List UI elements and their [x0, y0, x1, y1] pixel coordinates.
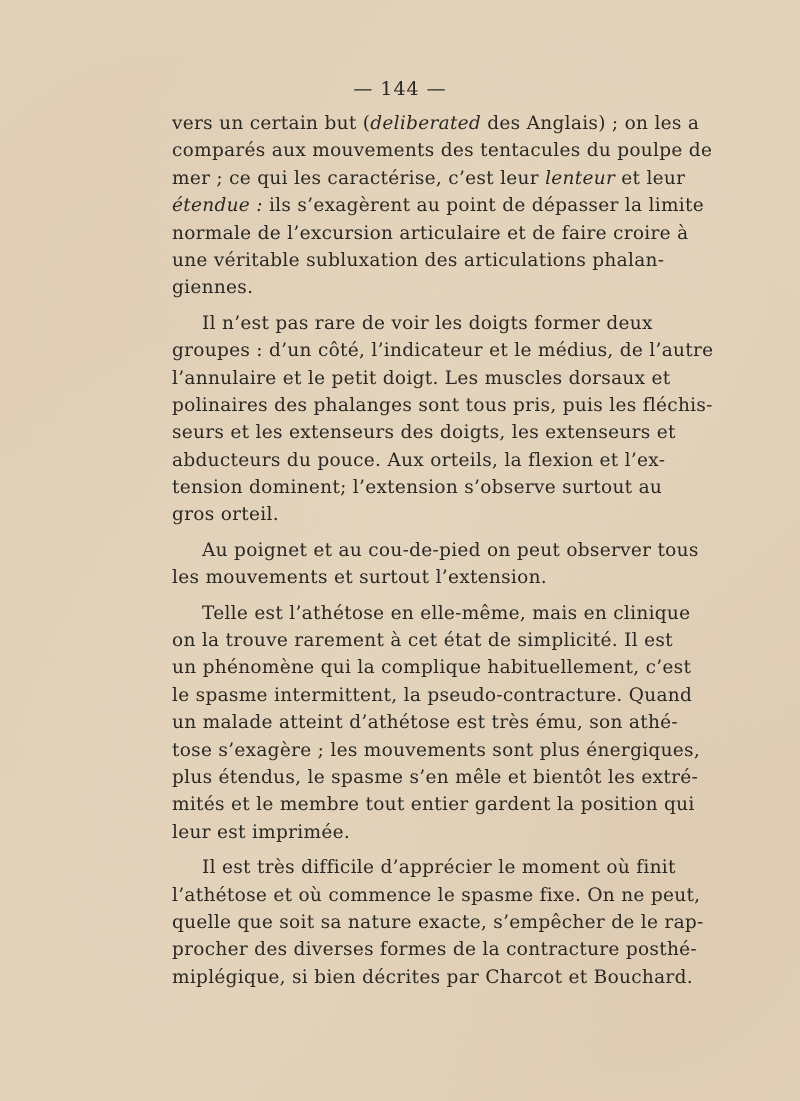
text-line — [172, 192, 705, 219]
text-run: ils s’exagèrent au point de dépasser la limite — [262, 195, 705, 217]
text-line — [172, 419, 676, 446]
text-line — [172, 474, 663, 501]
text-run: procher des diverses formes de la contracture posthé- — [172, 939, 697, 961]
page-number: — 144 — — [353, 78, 447, 100]
body-text — [172, 110, 714, 991]
text-run: et leur — [615, 167, 686, 189]
text-run: abducteurs du pouce. Aux orteils, la flexion et l’ex- — [172, 449, 666, 471]
text-line — [172, 337, 714, 364]
text-run: miplégique, si bien décrites par Charcot et Bouchard. — [172, 966, 693, 988]
text-line — [172, 682, 693, 709]
text-run: seurs et les extenseurs des doigts, les extenseurs et — [172, 422, 676, 444]
text-run: l’annulaire et le petit doigt. Les muscles dorsaux et — [172, 367, 671, 389]
text-run: tension dominent; l’extension s’observe surtout au — [172, 477, 663, 499]
paragraph — [172, 854, 704, 991]
text-line — [172, 627, 673, 654]
paragraph — [172, 310, 714, 529]
text-run: quelle que soit sa nature exacte, s’empêcher de le rap- — [172, 911, 704, 933]
paragraph — [172, 537, 699, 592]
italic-text: lenteur — [545, 167, 616, 189]
text-run: mités et le membre tout entier gardent la position qui — [172, 794, 695, 816]
text-run: Il est très difficile d’apprécier le moment où finit — [202, 857, 676, 879]
text-line — [172, 537, 699, 564]
text-line — [172, 247, 665, 274]
text-line — [172, 447, 666, 474]
text-line — [172, 365, 671, 392]
text-line — [172, 854, 676, 881]
text-line — [172, 709, 678, 736]
text-line — [172, 274, 642, 301]
text-line — [172, 600, 691, 627]
text-run: un phénomène qui la complique habituellement, c’est — [172, 657, 692, 679]
text-line — [172, 392, 713, 419]
text-run: comparés aux mouvements des tentacules du poulpe de — [172, 140, 713, 162]
text-run: plus étendus, le spasme s’en mêle et bientôt les extré- — [172, 766, 699, 788]
text-run: des Anglais) ; on les a — [481, 113, 700, 134]
text-line — [172, 220, 689, 247]
text-line — [172, 110, 700, 137]
text-line — [172, 791, 695, 818]
text-line — [172, 737, 701, 764]
text-run: leur est imprimée. — [172, 821, 351, 843]
text-run: tose s’exagère ; les mouvements sont plus énergiques, — [172, 739, 701, 761]
text-run: le spasme intermittent, la pseudo-contracture. Quand — [172, 684, 693, 706]
paragraph — [172, 600, 701, 847]
italic-text: étendue : — [172, 195, 263, 217]
text-line — [172, 310, 653, 337]
text-run: groupes : d’un côté, l’indicateur et le médius, de l’autre — [172, 340, 714, 362]
text-run: giennes. — [172, 277, 254, 299]
text-run: une véritable subluxation des articulations phalan- — [172, 249, 665, 271]
text-line — [172, 819, 642, 846]
paragraph-gap — [172, 529, 642, 537]
text-line — [172, 137, 713, 164]
text-line — [172, 909, 704, 936]
paragraph-gap — [172, 846, 642, 854]
text-line — [172, 764, 699, 791]
text-run: Il n’est pas rare de voir les doigts former deux — [202, 312, 653, 334]
text-run: polinaires des phalanges sont tous pris, puis les fléchis- — [172, 394, 713, 416]
italic-text: deliberated — [370, 113, 482, 134]
text-line — [172, 964, 693, 991]
text-run: mer ; ce qui les caractérise, c’est leur — [172, 167, 546, 189]
text-line — [172, 936, 697, 963]
text-run: Au poignet et au cou-de-pied on peut observer tous — [202, 539, 699, 561]
text-line — [172, 654, 692, 681]
paragraph-gap — [172, 592, 642, 600]
text-line — [172, 882, 701, 909]
text-run: normale de l’excursion articulaire et de faire croire à — [172, 222, 689, 244]
text-run: les mouvements et surtout l’extension. — [172, 567, 547, 589]
text-run: vers un certain but ( — [172, 113, 371, 134]
text-run: un malade atteint d’athétose est très ému, son athé- — [172, 712, 678, 734]
text-line — [172, 165, 686, 192]
paragraph — [172, 110, 713, 302]
text-run: on la trouve rarement à cet état de simplicité. Il est — [172, 630, 673, 652]
text-line — [172, 501, 642, 528]
paragraph-gap — [172, 302, 642, 310]
text-run: gros orteil. — [172, 504, 279, 526]
text-line — [172, 564, 642, 591]
text-run: Telle est l’athétose en elle-même, mais en clinique — [202, 602, 691, 624]
text-run: l’athétose et où commence le spasme fixe. On ne peut, — [172, 884, 701, 906]
